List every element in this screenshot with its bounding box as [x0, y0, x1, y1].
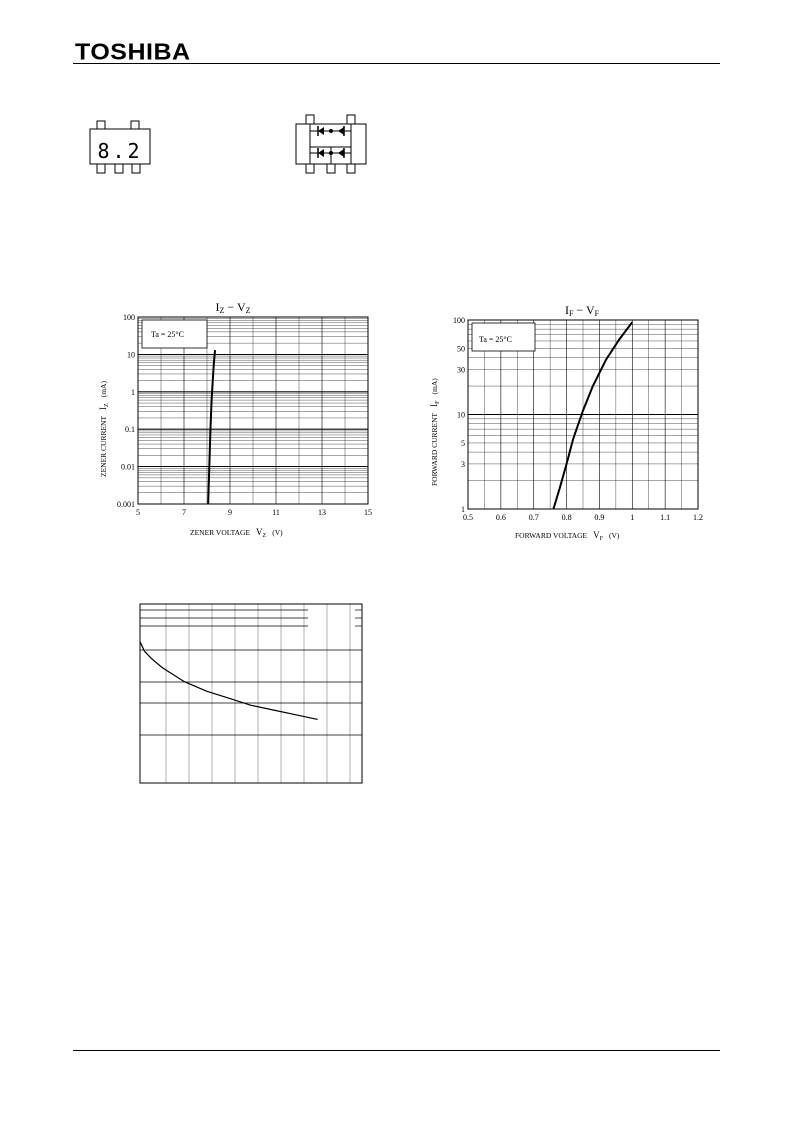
- chart-iz-vz-xlabel: ZENER VOLTAGE $V_Z$ (V): [190, 527, 283, 539]
- y-tick-label: 0.1: [125, 425, 135, 435]
- x-tick-label: 1.1: [660, 513, 671, 522]
- chart-third-grid: [140, 604, 362, 783]
- internal-circuit-drawing: [290, 113, 370, 178]
- x-tick-label: 0.5: [463, 513, 473, 522]
- y-tick-label: 1: [131, 387, 135, 397]
- y-tick-label: 100: [453, 316, 465, 325]
- x-tick-label: 1: [630, 513, 635, 522]
- x-tick-label: 11: [272, 508, 280, 517]
- chart-iz-vz-ylabel: ZENER $CURRENTI_Z(mA)$: [98, 381, 110, 477]
- package-marking-text: 8.2: [97, 139, 143, 163]
- x-tick-label: 0.8: [561, 513, 572, 522]
- y-tick-label: 10: [457, 410, 465, 420]
- x-tick-label: 0.9: [594, 513, 605, 522]
- chart-if-vf-curve: [553, 322, 632, 509]
- chart-if-vf-ylabel: FORWARD $CURRENTI_F(mA)$: [429, 378, 441, 486]
- series-line: [553, 322, 632, 509]
- x-tick-label: 5: [136, 508, 140, 517]
- y-tick-label: 30: [457, 365, 465, 375]
- y-tick-label: 100: [123, 313, 135, 322]
- y-tick-label: 1: [461, 505, 465, 514]
- chart-iz-vz: [95, 295, 380, 545]
- chart-iz-vz-condition: Ta = 25°C: [151, 330, 184, 339]
- series-line: [208, 350, 215, 504]
- chart-if-vf-xlabel: FORWARD VOLTAGE $V_F$ (V): [515, 530, 620, 542]
- chart-if-vf: [425, 298, 715, 548]
- series-line: [140, 642, 318, 720]
- y-tick-label: 3: [461, 459, 465, 469]
- brand-logo: TOSHIBA: [75, 39, 191, 65]
- y-tick-label: 5: [461, 438, 465, 448]
- chart-if-vf-title: IF − VF: [564, 303, 600, 318]
- y-tick-label: 0.01: [121, 462, 135, 472]
- package-marking-drawing: [80, 118, 160, 178]
- x-tick-label: 15: [364, 508, 372, 517]
- y-tick-label: 0.001: [117, 500, 135, 509]
- x-tick-label: 13: [318, 508, 326, 517]
- x-tick-label: 0.7: [528, 513, 539, 522]
- chart-if-vf-condition: Ta = 25°C: [479, 335, 512, 344]
- header-rule: [73, 63, 720, 64]
- chart-third-curve: [140, 642, 318, 720]
- chart-iz-vz-title: IZ − VZ: [215, 300, 251, 315]
- y-tick-label: 10: [127, 350, 135, 360]
- x-tick-label: 9: [228, 508, 232, 517]
- x-tick-label: 7: [182, 508, 186, 517]
- chart-iz-vz-curve: [208, 350, 215, 504]
- footer-rule: [73, 1050, 720, 1051]
- y-tick-label: 50: [457, 344, 465, 354]
- x-tick-label: 1.2: [693, 513, 703, 522]
- chart-third: [135, 598, 370, 788]
- x-tick-label: 0.6: [495, 513, 506, 522]
